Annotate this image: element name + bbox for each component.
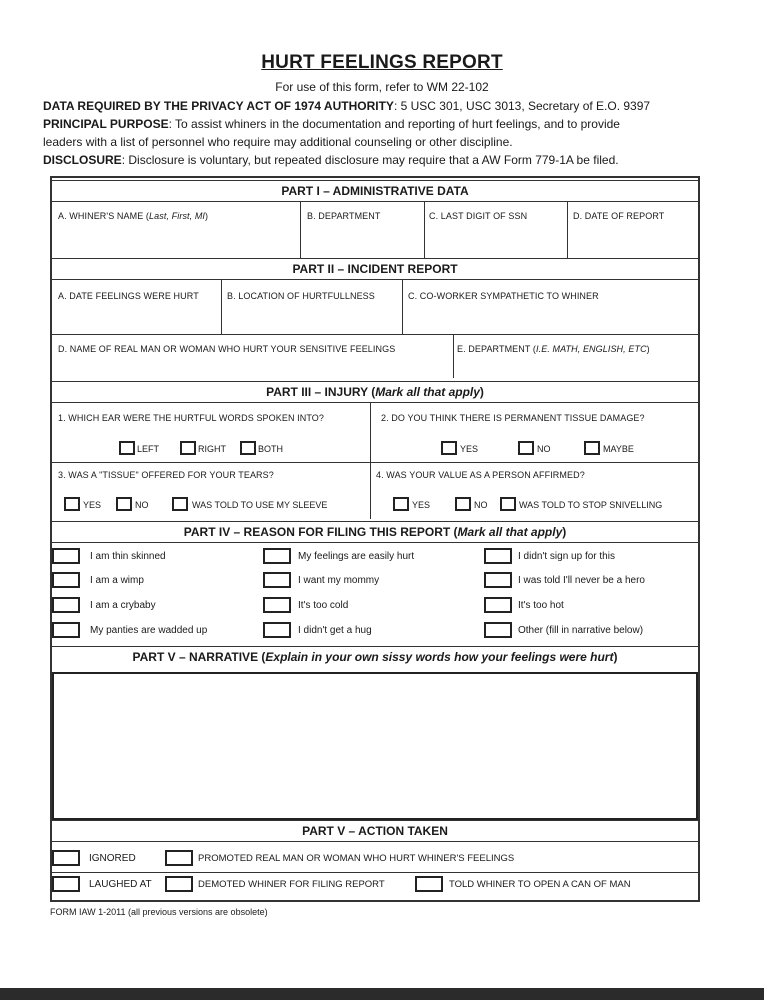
- q3-sleeve-label: WAS TOLD TO USE MY SLEEVE: [192, 500, 328, 510]
- location-field[interactable]: B. LOCATION OF HURTFULLNESS: [227, 291, 375, 301]
- q1-label: 1. WHICH EAR WERE THE HURTFUL WORDS SPOKEN INTO?: [58, 413, 324, 423]
- reason-label: My panties are wadded up: [90, 625, 208, 636]
- form-title: HURT FEELINGS REPORT: [261, 52, 503, 73]
- q1-left-checkbox[interactable]: [119, 441, 135, 455]
- reason-label: I didn't sign up for this: [518, 551, 615, 562]
- q1-right-checkbox[interactable]: [180, 441, 196, 455]
- reason-label: I am a crybaby: [90, 600, 156, 611]
- q4-no-label: NO: [474, 500, 488, 510]
- reason-label: I am a wimp: [90, 575, 144, 586]
- coworker-field[interactable]: C. CO-WORKER SYMPATHETIC TO WHINER: [408, 291, 599, 301]
- q4-snivel-checkbox[interactable]: [500, 497, 516, 511]
- action-can-of-man-checkbox[interactable]: [415, 876, 443, 892]
- ssn-field[interactable]: C. LAST DIGIT OF SSN: [429, 211, 528, 221]
- reason-checkbox[interactable]: [52, 597, 80, 613]
- department-field[interactable]: B. DEPARTMENT: [307, 211, 381, 221]
- q4-no-checkbox[interactable]: [455, 497, 471, 511]
- reason-label: I was told I'll never be a hero: [518, 575, 645, 586]
- action-can-of-man-label: TOLD WHINER TO OPEN A CAN OF MAN: [449, 879, 631, 890]
- narrative-textarea[interactable]: [52, 672, 698, 820]
- part4-header: PART IV – REASON FOR FILING THIS REPORT (Mark all that apply): [52, 521, 698, 543]
- date-hurt-field[interactable]: A. DATE FEELINGS WERE HURT: [58, 291, 199, 301]
- reason-checkbox[interactable]: [52, 622, 80, 638]
- authority-line: DATA REQUIRED BY THE PRIVACY ACT OF 1974 AUTHORITY: 5 USC 301, USC 3013, Secretary of E.O. 9397: [43, 99, 651, 113]
- q2-no-checkbox[interactable]: [518, 441, 534, 455]
- reason-checkbox[interactable]: [52, 572, 80, 588]
- reason-checkbox[interactable]: [484, 597, 512, 613]
- part3-header: PART III – INJURY (Mark all that apply): [52, 381, 698, 403]
- reason-checkbox[interactable]: [263, 622, 291, 638]
- purpose-line: PRINCIPAL PURPOSE: To assist whiners in the documentation and reporting of hurt feelings, and to provide: [43, 117, 620, 131]
- reason-checkbox[interactable]: [263, 597, 291, 613]
- action-ignored-checkbox[interactable]: [52, 850, 80, 866]
- reason-label: It's too hot: [518, 600, 564, 611]
- reason-label: I am thin skinned: [90, 551, 166, 562]
- q3-yes-label: YES: [83, 500, 102, 510]
- part1-header: PART I – ADMINISTRATIVE DATA: [52, 180, 698, 202]
- reason-label: It's too cold: [298, 600, 349, 611]
- reason-label: I didn't get a hug: [298, 625, 372, 636]
- reason-checkbox[interactable]: [263, 548, 291, 564]
- action-laughed-checkbox[interactable]: [52, 876, 80, 892]
- reason-checkbox[interactable]: [484, 622, 512, 638]
- q1-both-label: BOTH: [258, 444, 284, 454]
- q4-yes-label: YES: [412, 500, 431, 510]
- q2-yes-label: YES: [460, 444, 479, 454]
- reason-checkbox[interactable]: [263, 572, 291, 588]
- form-footer: FORM IAW 1-2011 (all previous versions are obsolete): [50, 907, 268, 917]
- q1-right-label: RIGHT: [198, 444, 226, 454]
- whiner-name-field[interactable]: A. WHINER'S NAME (Last, First, MI): [58, 211, 209, 221]
- offender-department-field[interactable]: E. DEPARTMENT (I.E. MATH, ENGLISH, ETC): [457, 344, 650, 354]
- reason-label: My feelings are easily hurt: [298, 551, 415, 562]
- part5-header: PART V – NARRATIVE (Explain in your own sissy words how your feelings were hurt): [52, 646, 698, 668]
- form-subtitle: For use of this form, refer to WM 22-102: [275, 80, 489, 94]
- reason-label: Other (fill in narrative below): [518, 625, 644, 636]
- q3-no-checkbox[interactable]: [116, 497, 132, 511]
- q3-sleeve-checkbox[interactable]: [172, 497, 188, 511]
- q4-snivel-label: WAS TOLD TO STOP SNIVELLING: [519, 500, 663, 510]
- part2-header: PART II – INCIDENT REPORT: [52, 258, 698, 280]
- offender-name-field[interactable]: D. NAME OF REAL MAN OR WOMAN WHO HURT YOUR SENSITIVE FEELINGS: [58, 344, 396, 354]
- reason-checkbox[interactable]: [52, 548, 80, 564]
- q3-label: 3. WAS A "TISSUE" OFFERED FOR YOUR TEARS?: [58, 470, 274, 480]
- action-header: PART V – ACTION TAKEN: [52, 820, 698, 842]
- action-promoted-label: PROMOTED REAL MAN OR WOMAN WHO HURT WHINER'S FEELINGS: [198, 853, 515, 864]
- q3-no-label: NO: [135, 500, 149, 510]
- action-laughed-label: LAUGHED AT: [89, 879, 152, 890]
- q1-both-checkbox[interactable]: [240, 441, 256, 455]
- q4-yes-checkbox[interactable]: [393, 497, 409, 511]
- reason-checkbox[interactable]: [484, 548, 512, 564]
- q2-maybe-checkbox[interactable]: [584, 441, 600, 455]
- reason-label: I want my mommy: [298, 575, 380, 586]
- q4-label: 4. WAS YOUR VALUE AS A PERSON AFFIRMED?: [376, 470, 585, 480]
- action-demoted-checkbox[interactable]: [165, 876, 193, 892]
- action-promoted-checkbox[interactable]: [165, 850, 193, 866]
- purpose-line-2: leaders with a list of personnel who require may additional counseling or other discipline.: [43, 135, 513, 149]
- q3-yes-checkbox[interactable]: [64, 497, 80, 511]
- q2-yes-checkbox[interactable]: [441, 441, 457, 455]
- q2-no-label: NO: [537, 444, 551, 454]
- q1-left-label: LEFT: [137, 444, 160, 454]
- reason-checkbox[interactable]: [484, 572, 512, 588]
- action-ignored-label: IGNORED: [89, 853, 136, 864]
- disclosure-line: DISCLOSURE: Disclosure is voluntary, but repeated disclosure may require that a AW Form 779-1A be filed.: [43, 153, 619, 167]
- q2-label: 2. DO YOU THINK THERE IS PERMANENT TISSUE DAMAGE?: [381, 413, 645, 423]
- q2-maybe-label: MAYBE: [603, 444, 634, 454]
- action-demoted-label: DEMOTED WHINER FOR FILING REPORT: [198, 879, 385, 890]
- report-date-field[interactable]: D. DATE OF REPORT: [573, 211, 665, 221]
- bottom-bar: [0, 988, 764, 1000]
